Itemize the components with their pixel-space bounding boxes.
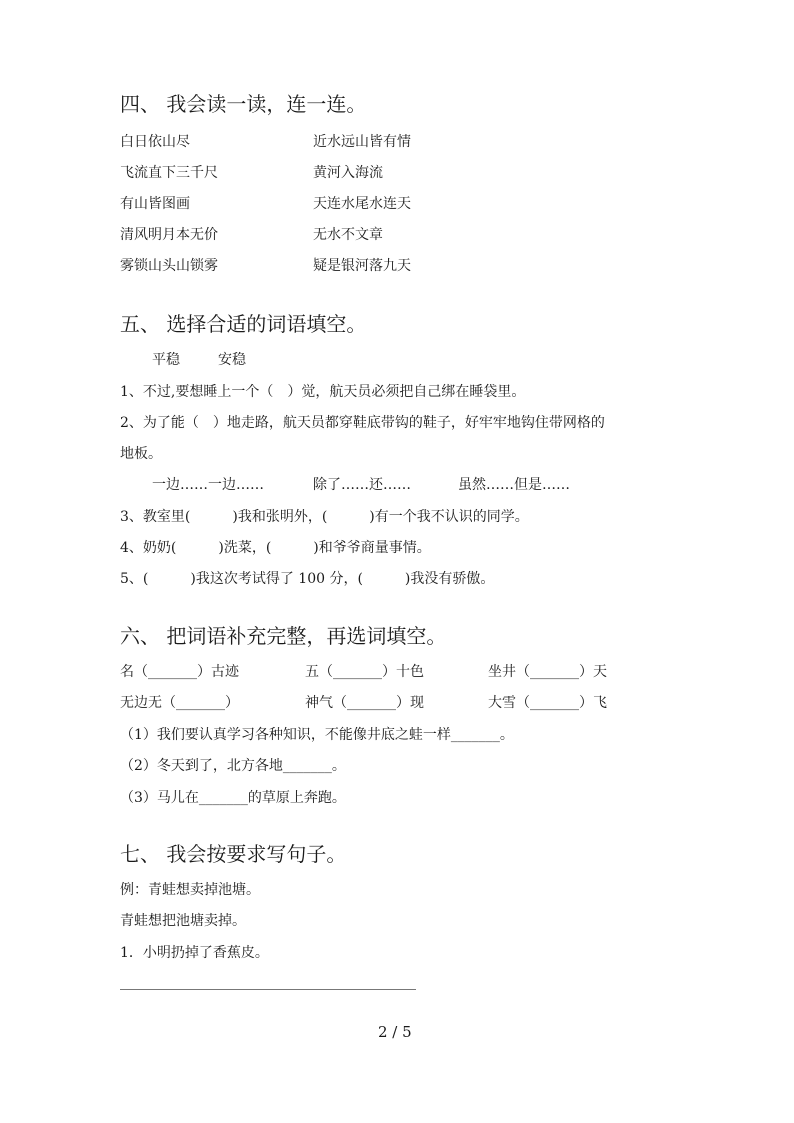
question-4: 4、奶奶( )洗菜，( )和爷爷商量事情。 — [120, 540, 431, 556]
fill-sentence-1: （1）我们要认真学习各种知识，不能像井底之蛙一样_______。 — [120, 727, 514, 743]
match-left-2: 飞流直下三千尺 — [120, 165, 218, 181]
question-2-line1: 2、为了能（ ）地走路，航天员都穿鞋底带钩的鞋子，好牢牢地钩住带网格的 — [120, 415, 605, 431]
word-option-1: 平稳 — [152, 352, 180, 368]
match-right-3: 天连水尾水连天 — [313, 196, 411, 212]
question-2-line2: 地板。 — [120, 446, 162, 462]
conjunction-option-3: 虽然……但是…… — [458, 477, 570, 493]
match-left-3: 有山皆图画 — [120, 196, 190, 212]
example-answer: 青蛙想把池塘卖掉。 — [120, 913, 246, 929]
match-left-5: 雾锁山头山锁雾 — [120, 258, 218, 274]
section-6-heading: 六、 把词语补充完整，再选词填空。 — [120, 624, 447, 648]
idiom-2: 五（_______）十色 — [305, 664, 424, 680]
example-sentence: 例：青蛙想卖掉池塘。 — [120, 882, 260, 898]
fill-sentence-3: （3）马儿在_______的草原上奔跑。 — [120, 790, 346, 806]
question-5: 5、( )我这次考试得了 100 分，( )我没有骄傲。 — [120, 571, 495, 587]
match-right-1: 近水远山皆有情 — [313, 134, 411, 150]
section-4-heading: 四、 我会读一读，连一连。 — [120, 92, 367, 116]
match-right-5: 疑是银河落九天 — [313, 258, 411, 274]
conjunction-option-2: 除了……还…… — [313, 477, 411, 493]
section-7-heading: 七、 我会按要求写句子。 — [120, 842, 347, 866]
idiom-6: 大雪（_______）飞 — [488, 695, 607, 711]
idiom-1: 名（_______）古迹 — [120, 664, 239, 680]
match-right-4: 无水不文章 — [313, 227, 383, 243]
conjunction-option-1: 一边……一边…… — [152, 477, 264, 493]
idiom-3: 坐井（_______）天 — [488, 664, 607, 680]
section-5-heading: 五、 选择合适的词语填空。 — [120, 312, 367, 336]
question-1: 1、不过,要想睡上一个（ ）觉，航天员必须把自己绑在睡袋里。 — [120, 384, 526, 400]
idiom-5: 神气（_______）现 — [305, 695, 424, 711]
rewrite-question-1: 1．小明扔掉了香蕉皮。 — [120, 945, 269, 961]
idiom-4: 无边无（_______） — [120, 695, 239, 711]
page-number: 2 / 5 — [378, 1023, 412, 1041]
match-left-4: 清风明月本无价 — [120, 227, 218, 243]
fill-sentence-2: （2）冬天到了，北方各地_______。 — [120, 758, 346, 774]
answer-line — [120, 989, 416, 990]
question-3: 3、教室里( )我和张明外，( )有一个我不认识的同学。 — [120, 509, 529, 525]
word-option-2: 安稳 — [218, 352, 246, 368]
match-right-2: 黄河入海流 — [313, 165, 383, 181]
match-left-1: 白日依山尽 — [120, 134, 190, 150]
